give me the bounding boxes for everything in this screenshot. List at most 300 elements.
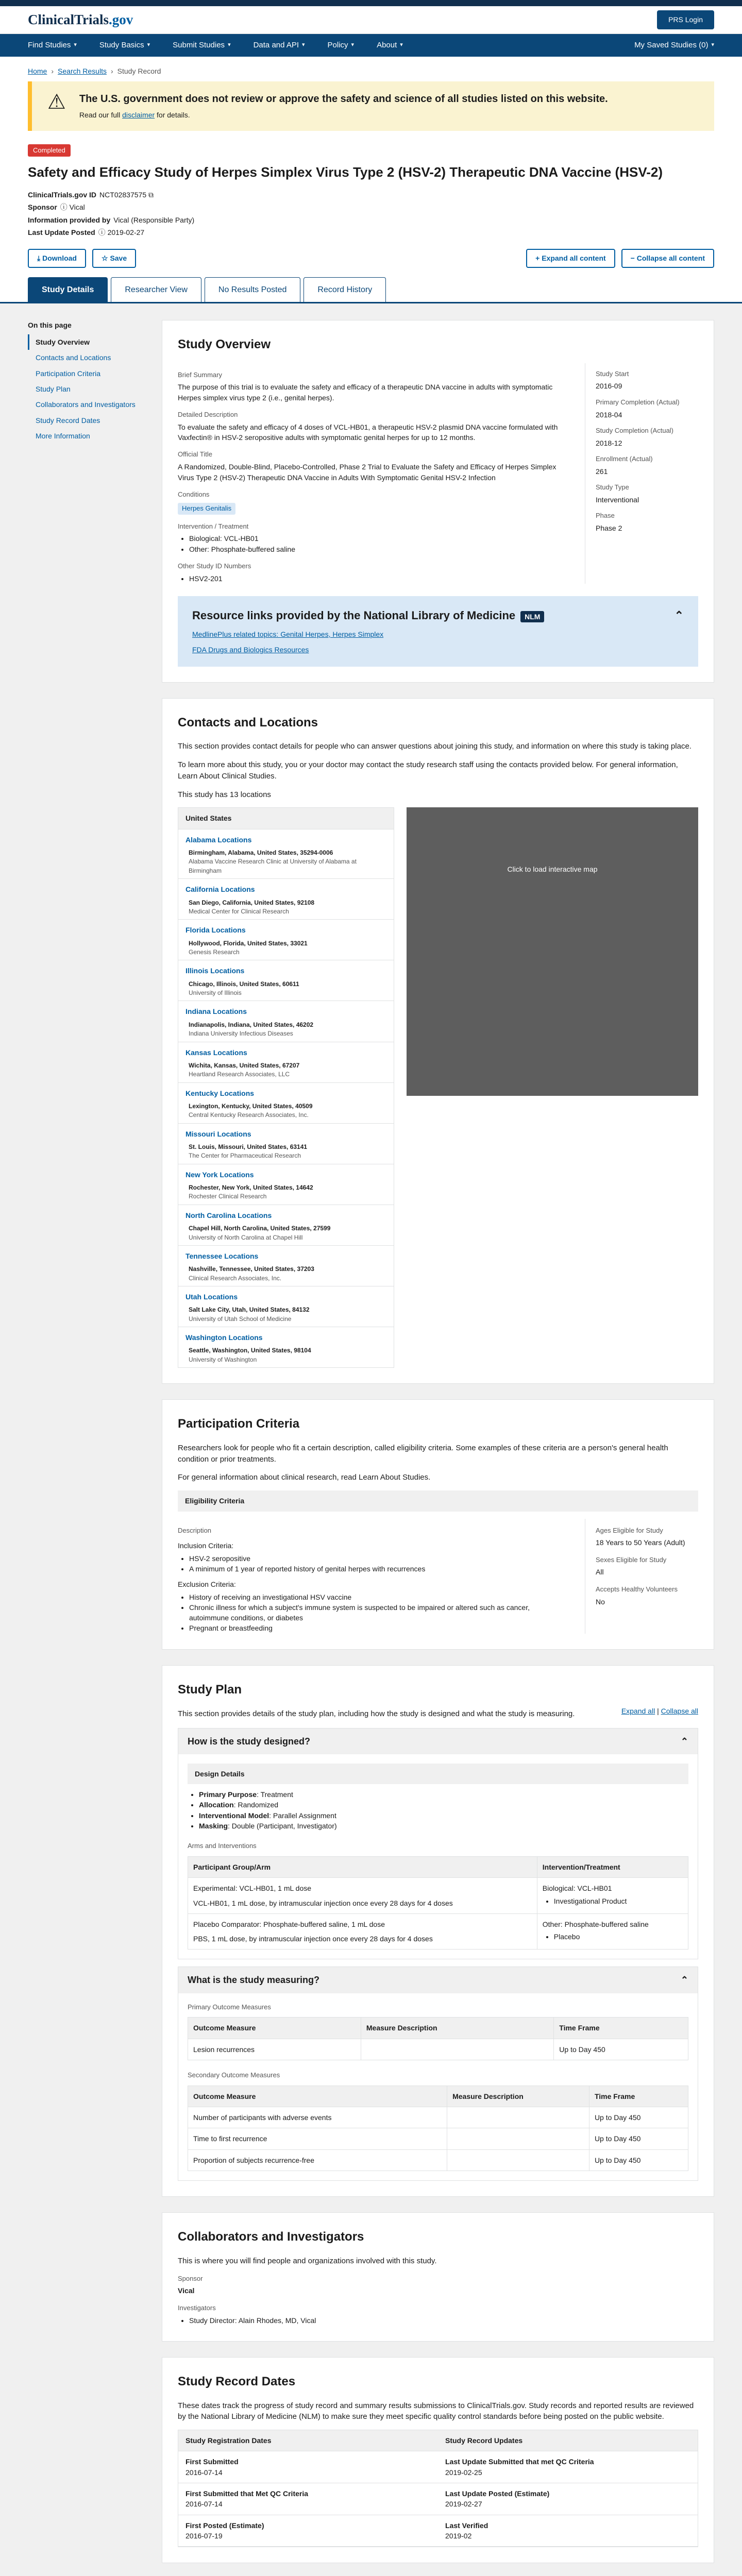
field-label: Brief Summary xyxy=(178,370,222,379)
arm-title: Experimental: VCL-HB01, 1 mL dose xyxy=(193,1884,312,1893)
table-header: Measure Description xyxy=(361,2018,553,2039)
plus-icon: + xyxy=(535,254,540,263)
chevron-up-icon: ⌃ xyxy=(680,1975,688,1986)
logo-main: ClinicalTrials xyxy=(28,11,109,27)
table-cell xyxy=(537,1878,688,1914)
table-cell xyxy=(537,1913,688,1950)
state-heading[interactable]: California Locations xyxy=(178,878,394,896)
state-heading[interactable]: Washington Locations xyxy=(178,1327,394,1345)
site-facility: University of Illinois xyxy=(189,989,242,997)
nav-saved-studies[interactable] xyxy=(634,40,714,51)
main-content xyxy=(162,303,714,2576)
sponsor-row xyxy=(28,202,714,212)
meta-label: Information provided by xyxy=(28,215,111,224)
design-value: Parallel Assignment xyxy=(273,1811,336,1820)
content-layout xyxy=(0,303,742,2576)
site-city: St. Louis, Missouri, United States, 63141 xyxy=(189,1143,308,1150)
site-city: Nashville, Tennessee, United States, 37203 xyxy=(189,1265,314,1273)
dates-grid xyxy=(178,2430,698,2547)
detailed-description: To evaluate the safety and efficacy of 4 doses of VCL-HB01, a therapeutic HSV-2 plasmid DNA vaccine formulated with Vaxfectin® in HSV-2 seropositive adults with symptomatic genital herpes for up to 12 months. xyxy=(178,422,558,442)
location-site xyxy=(178,978,394,1001)
save-button[interactable] xyxy=(92,249,136,267)
nav-label: Data and API xyxy=(253,41,299,50)
meta-label: Last Update Posted xyxy=(28,228,95,237)
fact-label: Study Completion (Actual) xyxy=(596,426,674,434)
location-site xyxy=(178,1223,394,1245)
field-label: Conditions xyxy=(178,490,210,498)
fact-label: Primary Completion (Actual) xyxy=(596,398,680,406)
secondary-outcome-table xyxy=(188,2086,688,2171)
tab-researcher-view[interactable]: Researcher View xyxy=(111,277,201,302)
tab-study-details[interactable]: Study Details xyxy=(28,277,108,302)
tab-record-history[interactable]: Record History xyxy=(303,277,386,302)
list-item: • Pregnant or breastfeeding xyxy=(189,1623,564,1633)
warning-icon: ⚠ xyxy=(47,91,66,114)
table-cell: Number of participants with adverse events xyxy=(188,2107,447,2128)
table-cell: Up to Day 450 xyxy=(589,2128,688,2149)
condition-chip[interactable]: Herpes Genitalis xyxy=(178,503,235,515)
site-facility: University of Utah School of Medicine xyxy=(189,1315,292,1323)
chevron-down-icon: ▾ xyxy=(400,42,403,48)
list-item: • A minimum of 1 year of reported history of genital herpes with recurrences xyxy=(189,1564,564,1574)
field-label: Investigators xyxy=(178,2303,216,2312)
list-item: • HSV-2 seropositive xyxy=(189,1553,564,1564)
table-header: Time Frame xyxy=(554,2018,688,2039)
date-entry xyxy=(438,2451,698,2483)
nav-data-api[interactable] xyxy=(254,40,305,51)
medlineplus-links[interactable]: MedlinePlus related topics: Genital Herpes, Herpes Simplex xyxy=(192,630,384,639)
last-update-row xyxy=(28,227,714,238)
state-heading[interactable]: Tennessee Locations xyxy=(178,1245,394,1263)
table-header: Intervention/Treatment xyxy=(537,1856,688,1877)
fact-value: 2018-04 xyxy=(596,410,622,419)
date-label: First Submitted xyxy=(185,2458,239,2466)
fact-label: Sexes Eligible for Study xyxy=(596,1555,667,1564)
expand-all-link[interactable]: Expand all xyxy=(621,1707,655,1716)
outcome-measures-accordion xyxy=(178,1967,698,2181)
exclusion-label: Exclusion Criteria: xyxy=(178,1580,236,1589)
copy-icon[interactable]: ⧉ xyxy=(148,191,154,199)
contacts-locations-section xyxy=(162,698,714,1384)
arms-table xyxy=(188,1856,688,1950)
fact-value: 261 xyxy=(596,467,608,476)
breadcrumb-home[interactable]: Home xyxy=(28,67,47,75)
design-label: Masking xyxy=(199,1821,228,1830)
state-heading[interactable]: Alabama Locations xyxy=(178,829,394,847)
table-cell: Proportion of subjects recurrence-free xyxy=(188,2149,447,2171)
state-heading[interactable]: North Carolina Locations xyxy=(178,1205,394,1223)
status-badge: Completed xyxy=(28,144,71,157)
top-banner xyxy=(0,0,742,6)
date-value: 2019-02-27 xyxy=(445,2500,482,2509)
design-label: Primary Purpose xyxy=(199,1790,257,1799)
fact-value: Phase 2 xyxy=(596,524,622,533)
chevron-up-icon: ⌃ xyxy=(680,1736,688,1747)
brief-summary: The purpose of this trial is to evaluate the safety and efficacy of a therapeutic DNA vaccine in adults with symptomatic Herpes simplex virus type 2 (i.e., genital herpes). xyxy=(178,383,553,402)
sponsor-value: Vical xyxy=(178,2286,195,2295)
inclusion-list xyxy=(178,1553,564,1574)
intervention-list xyxy=(178,533,564,554)
site-city: Seattle, Washington, United States, 98104 xyxy=(189,1347,311,1354)
disclaimer-link[interactable]: disclaimer xyxy=(122,111,155,120)
site-city: Salt Lake City, Utah, United States, 84132 xyxy=(189,1306,310,1314)
accordion-header[interactable] xyxy=(178,1728,698,1754)
site-city: Wichita, Kansas, United States, 67207 xyxy=(189,1061,300,1069)
field-label: Description xyxy=(178,1526,212,1534)
accordion-title: What is the study measuring? xyxy=(188,1975,320,1986)
primary-outcome-table xyxy=(188,2017,688,2060)
site-facility: Medical Center for Clinical Research xyxy=(189,907,289,915)
table-cell: Time to first recurrence xyxy=(188,2128,447,2149)
table-row xyxy=(188,1913,688,1950)
nav-label: Find Studies xyxy=(28,41,71,50)
site-city: Indianapolis, Indiana, United States, 46202 xyxy=(189,1021,314,1028)
design-value: Double (Participant, Investigator) xyxy=(231,1821,337,1830)
site-facility: Indiana University Infectious Diseases xyxy=(189,1030,293,1038)
state-heading[interactable]: Utah Locations xyxy=(178,1286,394,1304)
site-city: San Diego, California, United States, 92108 xyxy=(189,899,315,906)
section-intro-2: For general information about clinical research, read Learn About Studies. xyxy=(178,1473,431,1482)
fact-value: 2018-12 xyxy=(596,438,622,447)
site-city: Lexington, Kentucky, United States, 40509 xyxy=(189,1102,313,1110)
study-plan-section: Study Plan This section provides details of the study plan, including how the study is designed and what the study is measuring. Expand all | Collapse all How is the study designed? ⌃ Design Details • Primary Purpose: Treatment • Allocation: Randomized • Interventional Model: Parallel Assignment • Masking: Double (Participant, Investigator) Arms and Interventions Participant Group/Arm Intervention/Treatment Experimental: VCL-HB01, 1 mL dose VCL-HB01, 1 mL dose, by intramuscular injection once every 28 days for 4 doses Biological: VCL-HB01 • Investigational Product Placebo Comparator: Phosphate-buffered saline, 1 mL dose PBS, 1 mL dose, by intramuscular injection once every 28 days for 4 doses Other: Phosphate-buffered saline • Placebo What is the study measuring? ⌃ Primary Outcome Measures Outcome Measure Measure Description Time Frame Lesion recurrences Up to Day 450 Secondary Outcome Measures Outcome Measure Measure Description Time Frame Number of participants with adverse events Up to Day 450 Time to first recurrence Up to Day 450 Proportion of subjects recurrence-free Up to Day 450 xyxy=(162,1665,714,2197)
design-value: Treatment xyxy=(260,1790,293,1799)
date-value: 2016-07-14 xyxy=(185,2468,223,2477)
sponsor-value: Vical xyxy=(69,203,85,212)
nav-label: About xyxy=(377,41,397,50)
fact-label: Phase xyxy=(596,512,615,520)
nav-policy[interactable] xyxy=(328,40,355,51)
last-update-value: 2019-02-27 xyxy=(107,228,145,237)
official-title: A Randomized, Double-Blind, Placebo-Controlled, Phase 2 Trial to Evaluate the Safety and Efficacy of Herpes Simplex Virus Type 2 (HSV-2) Therapeutic DNA Vaccine in Adults With Symptomatic Genital HSV-2 Infection xyxy=(178,463,556,482)
list-item: • Interventional Model: Parallel Assignment xyxy=(199,1810,688,1821)
design-details-header: Design Details xyxy=(188,1764,688,1784)
date-label: Last Verified xyxy=(445,2521,488,2530)
sidenav-item-overview[interactable]: Study Overview xyxy=(28,334,141,350)
chevron-down-icon: ▾ xyxy=(228,42,231,48)
nlm-resource-box xyxy=(178,596,698,666)
site-facility: Heartland Research Associates, LLC xyxy=(189,1071,290,1078)
nav-submit-studies[interactable] xyxy=(173,40,230,51)
nav-label: Submit Studies xyxy=(173,41,225,50)
site-facility: Genesis Research xyxy=(189,948,240,956)
chevron-down-icon: ▾ xyxy=(147,42,150,48)
section-title: Study Plan xyxy=(178,1682,242,1697)
fact-label: Enrollment (Actual) xyxy=(596,455,653,463)
study-id: NCT02837575 xyxy=(99,191,147,199)
location-site xyxy=(178,1182,394,1205)
table-row xyxy=(188,2128,688,2149)
field-label: Detailed Description xyxy=(178,411,238,419)
location-site xyxy=(178,1345,394,1367)
site-logo[interactable] xyxy=(28,10,133,30)
dates-header: Study Record Updates xyxy=(438,2430,698,2451)
download-button[interactable] xyxy=(28,249,86,267)
table-row xyxy=(188,2149,688,2171)
info-provider-row xyxy=(28,215,714,225)
table-cell xyxy=(188,1913,537,1950)
table-cell xyxy=(447,2128,589,2149)
button-label: Download xyxy=(42,254,77,263)
table-cell: Up to Day 450 xyxy=(589,2107,688,2128)
page-title: Safety and Efficacy Study of Herpes Simplex Virus Type 2 (HSV-2) Therapeutic DNA Vaccine (HSV-2) xyxy=(28,164,663,180)
study-record-dates-section xyxy=(162,2357,714,2563)
field-label: Official Title xyxy=(178,450,212,459)
field-label: Other Study ID Numbers xyxy=(178,562,251,570)
state-heading[interactable]: Indiana Locations xyxy=(178,1001,394,1019)
action-row xyxy=(28,249,714,267)
exclusion-list xyxy=(178,1592,564,1634)
location-site xyxy=(178,1141,394,1164)
date-value: 2019-02 xyxy=(445,2531,472,2540)
date-entry xyxy=(438,2515,698,2547)
section-title: Contacts and Locations xyxy=(178,715,318,730)
chevron-down-icon: ▾ xyxy=(302,42,305,48)
secondary-outcome-label: Secondary Outcome Measures xyxy=(188,2071,280,2079)
fact-value: All xyxy=(596,1568,604,1577)
nav-about[interactable] xyxy=(377,40,403,51)
table-cell xyxy=(447,2149,589,2171)
bookmark-icon: ☆ xyxy=(101,254,108,263)
chevron-down-icon: ▾ xyxy=(711,42,714,48)
location-map[interactable] xyxy=(407,807,698,1096)
breadcrumb-search-results[interactable]: Search Results xyxy=(58,67,107,75)
arm-description: VCL-HB01, 1 mL dose, by intramuscular injection once every 28 days for 4 doses xyxy=(193,1899,453,1907)
section-intro-2: To learn more about this study, you or your doctor may contact the study research staff using the contacts provided below. For general information, Learn About Clinical Studies. xyxy=(178,760,678,781)
site-city: Chapel Hill, North Carolina, United States, 27599 xyxy=(189,1225,331,1232)
fact-value: No xyxy=(596,1597,605,1606)
button-label: Expand all content xyxy=(542,254,606,263)
site-header xyxy=(0,6,742,34)
chevron-down-icon: ▾ xyxy=(74,42,77,48)
nav-label: Policy xyxy=(327,41,348,50)
table-header: Participant Group/Arm xyxy=(188,1856,537,1877)
table-header: Time Frame xyxy=(589,2086,688,2107)
participation-criteria-section xyxy=(162,1399,714,1650)
state-heading[interactable]: Kentucky Locations xyxy=(178,1082,394,1100)
intervention-title: Other: Phosphate-buffered saline xyxy=(542,1920,649,1928)
download-icon: ⤓ xyxy=(37,254,41,263)
section-title: Study Record Dates xyxy=(178,2374,296,2388)
site-facility: Rochester Clinical Research xyxy=(189,1193,267,1200)
list-item: • History of receiving an investigational HSV vaccine xyxy=(189,1592,564,1602)
sidenav-item-dates[interactable]: Study Record Dates xyxy=(36,416,100,425)
list-item: • HSV2-201 xyxy=(189,573,564,584)
location-site xyxy=(178,1060,394,1082)
primary-outcome-label: Primary Outcome Measures xyxy=(188,2003,271,2011)
country-heading: United States xyxy=(178,808,394,828)
fact-label: Study Type xyxy=(596,483,629,492)
table-cell xyxy=(188,1878,537,1914)
site-facility: University of North Carolina at Chapel Hill xyxy=(189,1233,303,1241)
arm-title: Placebo Comparator: Phosphate-buffered saline, 1 mL dose xyxy=(193,1920,385,1928)
design-list xyxy=(188,1789,688,1831)
site-facility: Central Kentucky Research Associates, Inc. xyxy=(189,1111,309,1119)
state-heading[interactable]: Kansas Locations xyxy=(178,1042,394,1060)
state-heading[interactable]: Missouri Locations xyxy=(178,1123,394,1141)
arm-description: PBS, 1 mL dose, by intramuscular injection once every 28 days for 4 doses xyxy=(193,1935,433,1943)
list-item: • Allocation: Randomized xyxy=(199,1800,688,1810)
table-header: Measure Description xyxy=(447,2086,589,2107)
date-entry xyxy=(178,2483,438,2515)
section-title: Collaborators and Investigators xyxy=(178,2230,364,2244)
section-intro: This is where you will find people and organizations involved with this study. xyxy=(178,2256,437,2265)
tab-no-results[interactable]: No Results Posted xyxy=(205,277,301,302)
date-value: 2019-02-25 xyxy=(445,2468,482,2477)
expand-all-button[interactable] xyxy=(526,249,615,267)
collapse-all-button[interactable] xyxy=(621,249,714,267)
fact-label: Study Start xyxy=(596,369,629,378)
nav-label: Study Basics xyxy=(99,41,144,50)
field-label: Intervention / Treatment xyxy=(178,522,249,530)
date-label: First Posted (Estimate) xyxy=(185,2521,264,2530)
table-header: Outcome Measure xyxy=(188,2018,361,2039)
fact-label: Accepts Healthy Volunteers xyxy=(596,1585,678,1593)
location-site xyxy=(178,847,394,878)
breadcrumb-separator: › xyxy=(51,67,54,75)
list-item: • Biological: VCL-HB01 xyxy=(189,533,564,544)
date-entry xyxy=(178,2451,438,2483)
fact-value: 2016-09 xyxy=(596,382,622,391)
date-label: First Submitted that Met QC Criteria xyxy=(185,2489,309,2498)
section-title: Study Overview xyxy=(178,337,271,351)
breadcrumb-separator: › xyxy=(110,67,113,75)
fact-value: Interventional xyxy=(596,496,639,504)
list-item: • Placebo xyxy=(554,1931,683,1942)
field-label: Sponsor xyxy=(178,2274,203,2282)
table-row xyxy=(188,2107,688,2128)
state-heading[interactable]: New York Locations xyxy=(178,1164,394,1182)
date-label: Last Update Posted (Estimate) xyxy=(445,2489,550,2498)
sidenav-item-contacts[interactable]: Contacts and Locations xyxy=(36,353,111,362)
location-site xyxy=(178,938,394,960)
alert-title: The U.S. government does not review or approve the safety and science of all studies listed on this website. xyxy=(79,93,608,105)
accordion-header[interactable] xyxy=(178,1967,698,1993)
info-icon[interactable]: ⓘ xyxy=(60,203,68,212)
breadcrumb-current: Study Record xyxy=(117,67,161,75)
eligibility-box-header: Eligibility Criteria xyxy=(178,1490,698,1511)
location-site xyxy=(178,1304,394,1327)
disclaimer-alert xyxy=(28,81,714,130)
button-label: Collapse all content xyxy=(636,254,705,263)
study-id-row xyxy=(28,190,714,200)
chevron-up-icon[interactable]: ⌃ xyxy=(674,609,684,622)
button-label: Save xyxy=(110,254,127,263)
eligibility-facts xyxy=(585,1519,698,1634)
meta-label: Sponsor xyxy=(28,203,57,212)
dates-header: Study Registration Dates xyxy=(178,2430,438,2451)
minus-icon: − xyxy=(630,254,635,263)
date-entry xyxy=(178,2515,438,2547)
study-design-accordion xyxy=(178,1728,698,1960)
collapse-all-link[interactable]: Collapse all xyxy=(661,1707,698,1716)
investigator: • Study Director: Alain Rhodes, MD, Vical xyxy=(189,2315,698,2326)
state-heading[interactable]: Florida Locations xyxy=(178,919,394,937)
location-site xyxy=(178,1100,394,1123)
list-item: • Primary Purpose: Treatment xyxy=(199,1789,688,1800)
inclusion-label: Inclusion Criteria: xyxy=(178,1541,234,1550)
info-provider-value: Vical (Responsible Party) xyxy=(113,215,195,224)
prs-login-button[interactable]: PRS Login xyxy=(657,10,714,29)
on-this-page-nav xyxy=(28,303,141,2576)
design-label: Interventional Model xyxy=(199,1811,269,1820)
site-facility: Clinical Research Associates, Inc. xyxy=(189,1274,282,1282)
sidenav-heading: On this page xyxy=(28,320,72,329)
logo-tld: .gov xyxy=(109,11,133,27)
meta-label: ClinicalTrials.gov ID xyxy=(28,191,97,199)
location-count: This study has 13 locations xyxy=(178,790,271,799)
fact-label: Ages Eligible for Study xyxy=(596,1526,663,1534)
table-cell xyxy=(361,2039,553,2060)
study-overview-section xyxy=(162,320,714,683)
table-row xyxy=(188,1878,688,1914)
site-city: Birmingham, Alabama, United States, 35294-0006 xyxy=(189,849,333,857)
map-placeholder-text: Click to load interactive map xyxy=(507,865,598,874)
sidenav-item-participation[interactable]: Participation Criteria xyxy=(36,369,101,378)
location-site xyxy=(178,1019,394,1042)
location-site xyxy=(178,1263,394,1286)
collaborators-section xyxy=(162,2212,714,2342)
chevron-down-icon: ▾ xyxy=(351,42,355,48)
table-cell: Lesion recurrences xyxy=(188,2039,361,2060)
section-intro: This section provides details of the study plan, including how the study is designed and what the study is measuring. xyxy=(178,1709,575,1718)
main-nav xyxy=(0,34,742,57)
fda-resources-link[interactable]: FDA Drugs and Biologics Resources xyxy=(192,646,309,654)
alert-subtext xyxy=(79,110,608,120)
nlm-title: Resource links provided by the National Library of Medicine xyxy=(192,609,516,622)
arms-label: Arms and Interventions xyxy=(188,1842,257,1850)
sidenav-item-collaborators[interactable]: Collaborators and Investigators xyxy=(36,400,136,409)
date-entry xyxy=(438,2483,698,2515)
table-header: Outcome Measure xyxy=(188,2086,447,2107)
record-tabs xyxy=(0,277,742,303)
nav-study-basics[interactable] xyxy=(99,40,150,51)
nav-find-studies[interactable] xyxy=(28,40,77,51)
section-intro: This section provides contact details for people who can answer questions about joining this study, and information on where this study is taking place. xyxy=(178,742,692,751)
accordion-title: How is the study designed? xyxy=(188,1736,311,1747)
table-cell: Up to Day 450 xyxy=(554,2039,688,2060)
table-row xyxy=(188,2039,688,2060)
site-city: Chicago, Illinois, United States, 60611 xyxy=(189,980,299,988)
alert-sub-suffix: for details. xyxy=(157,111,190,120)
other-id-list xyxy=(178,573,564,584)
info-icon[interactable]: ⓘ xyxy=(98,228,106,237)
site-facility: The Center for Pharmaceutical Research xyxy=(189,1152,301,1160)
fact-value: 18 Years to 50 Years (Adult) xyxy=(596,1538,685,1547)
design-label: Allocation xyxy=(199,1801,234,1809)
date-label: Last Update Submitted that met QC Criteria xyxy=(445,2458,594,2466)
date-value: 2016-07-19 xyxy=(185,2531,223,2540)
sidenav-item-more-info[interactable]: More Information xyxy=(36,431,90,440)
study-header xyxy=(0,131,742,268)
state-heading[interactable]: Illinois Locations xyxy=(178,960,394,978)
nav-label: My Saved Studies (0) xyxy=(634,41,709,50)
list-item: • Masking: Double (Participant, Investigator) xyxy=(199,1821,688,1831)
intervention-title: Biological: VCL-HB01 xyxy=(542,1884,612,1893)
site-facility: University of Washington xyxy=(189,1355,257,1363)
site-city: Hollywood, Florida, United States, 33021 xyxy=(189,939,308,947)
date-value: 2016-07-14 xyxy=(185,2500,223,2509)
location-list xyxy=(178,807,394,1368)
site-facility: Alabama Vaccine Research Clinic at University of Alabama at Birmingham xyxy=(189,858,357,874)
site-city: Rochester, New York, United States, 14642 xyxy=(189,1184,313,1192)
section-title: Participation Criteria xyxy=(178,1417,300,1431)
location-site xyxy=(178,897,394,920)
sidenav-item-plan[interactable]: Study Plan xyxy=(36,384,71,393)
overview-facts xyxy=(585,363,698,584)
list-item: • Chronic illness for which a subject's immune system is suspected to be impaired or altered such as cancer, autoimmune conditions, or diabetes xyxy=(189,1602,564,1623)
breadcrumb xyxy=(0,57,742,81)
